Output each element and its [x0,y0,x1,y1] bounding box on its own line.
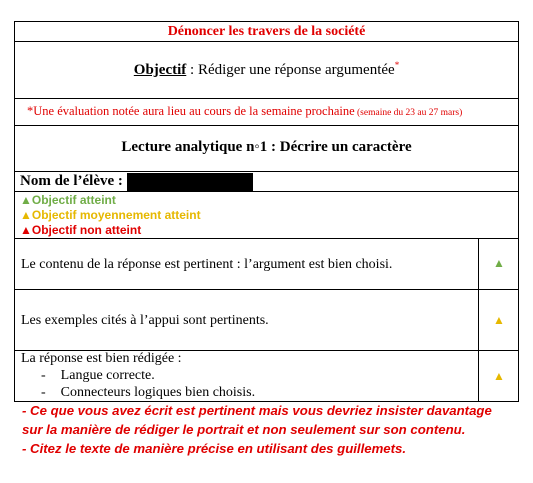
objective-label: Objectif [133,62,187,78]
bullet-dash: - [41,385,46,400]
objective-line [15,60,518,79]
criterion-row [14,239,519,290]
objective-asterisk: * [394,60,400,70]
legend-row [14,192,519,239]
criterion-text: Les exemples cités à l’appui sont pertinents. [21,313,269,328]
document-title: Dénoncer les travers de la société [167,24,366,39]
criterion-mark-cell [478,290,519,350]
feedback-line: - Ce que vous avez écrit est pertinent mais vous devriez insister davantage [22,403,492,418]
student-name-field[interactable] [20,172,253,191]
criterion-row [14,290,519,351]
student-row [14,172,519,192]
criterion-row [14,351,519,402]
legend-not-achieved: ▲Objectif non atteint [20,223,142,237]
evaluation-note-main: *Une évaluation notée aura lieu au cours de la semaine prochaine [27,104,355,118]
criterion-mark-icon: ▲ [493,369,505,383]
criterion-mark-icon: ▲ [493,313,505,327]
criterion-sub-text: Connecteurs logiques bien choisis. [60,385,256,400]
criterion-sub-item [41,368,155,384]
redacted-name-bar [127,173,253,191]
legend-partial: ▲Objectif moyennement atteint [20,208,201,222]
criterion-mark-cell [478,239,519,289]
criterion-sub-item [41,385,255,401]
title-row [14,21,519,42]
student-name-label: Nom de l’élève : [20,173,123,189]
reading-row [14,126,519,172]
criterion-sub-text: Langue correcte. [60,368,155,383]
note-row [14,99,519,126]
criterion-mark-cell [478,351,519,401]
criterion-mark-icon: ▲ [493,256,505,270]
feedback-line: sur la manière de rédiger le portrait et non seulement sur son contenu. [22,422,466,437]
legend-achieved: ▲Objectif atteint [20,193,116,207]
criterion-text: La réponse est bien rédigée : [21,351,182,366]
evaluation-note [27,104,462,119]
reading-title: Lecture analytique n◦1 : Décrire un caractère [121,139,412,155]
evaluation-note-dates: (semaine du 23 au 27 mars) [354,108,463,118]
objective-row [14,41,519,99]
feedback-line: - Citez le texte de manière précise en utilisant des guillemets. [22,441,407,456]
criterion-text: Le contenu de la réponse est pertinent : l’argument est bien choisi. [21,257,393,272]
objective-text: : Rédiger une réponse argumentée [186,62,395,78]
bullet-dash: - [41,368,46,383]
